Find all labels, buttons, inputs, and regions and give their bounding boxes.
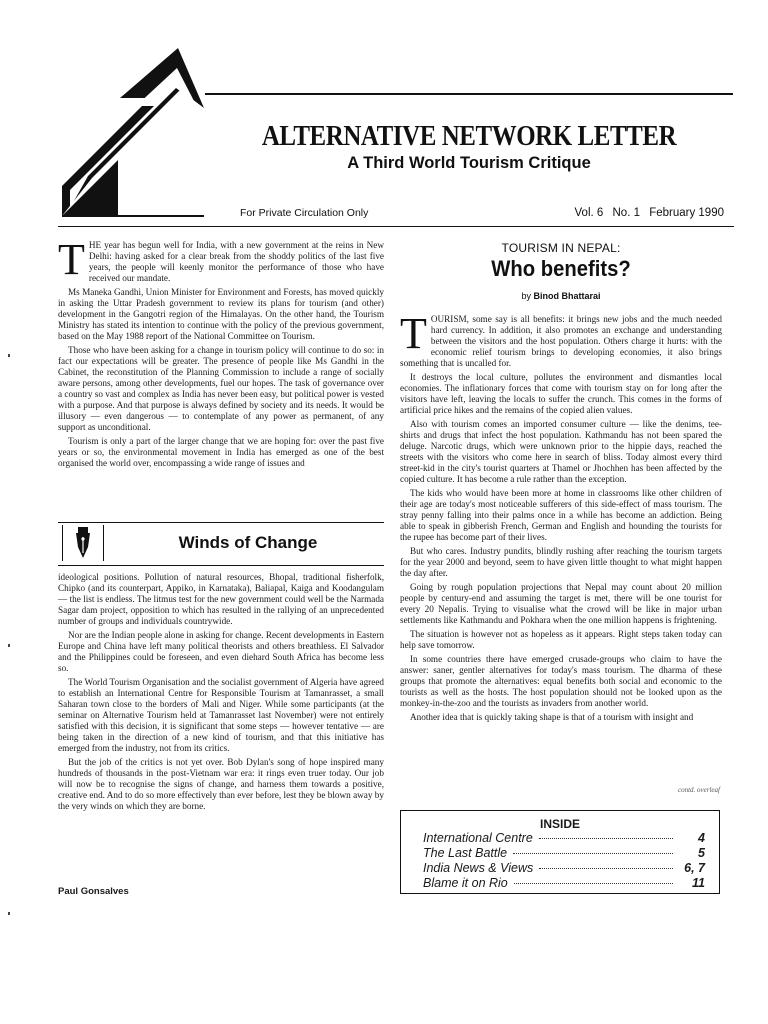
article-kicker: TOURISM IN NEPAL:	[501, 241, 621, 255]
contents-label: Blame it on Rio	[423, 876, 508, 890]
contents-item[interactable]	[423, 876, 705, 891]
byline-prefix: by	[521, 291, 531, 301]
editorial-paragraph: But the job of the critics is not yet over. Bob Dylan's song of hope inspired many hundreds of thousands in the post-Vietnam war era: it rings even truer today. Our job will now be to recognise the signs of change, and harness them towards a positive, creative end. And to do so more effectively than ever before, lest they be blown away by the very winds on which they are borne.	[58, 757, 384, 811]
inside-title: INSIDE	[539, 817, 580, 831]
article-paragraph: TOURISM, some say is all benefits: it brings new jobs and the much needed hard currency. In addition, it also promotes an exchange and understanding between the visitors and the host population. Others charge it hurts: with the economic relief tourism brings to developing economies, it also brings something that is uncalled for.	[400, 309, 722, 368]
leader-dots	[513, 853, 673, 854]
article-paragraph: But who cares. Industry pundits, blindly rushing after reaching the tourism targets for the year 2000 and beyond, seem to have given little thought to what might happen the day after.	[400, 546, 722, 578]
scan-speck	[8, 644, 10, 647]
header-rule	[58, 226, 734, 227]
article-paragraph: Another idea that is quickly taking shape is that of a tourism with insight and	[410, 712, 694, 722]
editorial-bottom	[58, 572, 384, 815]
drop-cap: T	[58, 235, 85, 284]
scan-speck	[8, 354, 10, 357]
article-paragraph: Going by rough population projections that Nepal may count about 20 million people by century-end and assuming the target is met, there will be one tourist for every 20 Nepalis. Trying to visualise what the crowd will be like in major urban settlements like Kathmandu and Pokhara when the one million happens is frightening.	[400, 582, 722, 625]
editorial-paragraph: Tourism is only a part of the larger change that we are hoping for: over the past five years or so, the environmental movement in India has emerged as one of the best organised the world over, encompassing a wide range of issues and	[58, 436, 384, 468]
leader-dots	[539, 838, 673, 839]
continued-note: contd. overleaf	[678, 786, 720, 794]
contents-page: 6, 7	[684, 861, 705, 875]
editorial-paragraph: Nor are the Indian people alone in asking for change. Recent developments in Eastern Europe and China have left many political theorists and others breathless. El Salvador and the Philippines could be foreseen, and even diehard South Africa has become less so.	[58, 630, 384, 673]
masthead-rule	[205, 93, 733, 95]
article-body	[400, 309, 722, 726]
article-paragraph: The kids who would have been more at home in classrooms like other children of their age are today's most noticeable sufferers of this side-effect of mass tourism. The stray penny falling into their palms once in a while has become an addiction. Being able to speak in gibberish French, German and English and hounding the tourists for the rupee has become part of their lives.	[400, 488, 722, 542]
newsletter-subtitle: A Third World Tourism Critique	[347, 154, 591, 172]
editorial-paragraph: The World Tourism Organisation and the socialist government of Algeria have agreed to establish an International Centre for Responsible Tourism at Tamanrasset, a small Saharan town close to the borders of Mali and Niger. While some participants (at the seminar on Alternative Tourism held at Tamanrasset last November) were not entirely satisfied with this decision, it is significant that some steps — however tentative — are being taken in the direction of a new kind of tourism, and that this initiative has emerged from the industry, not from its critics.	[58, 677, 384, 753]
pen-nib-icon	[62, 525, 104, 561]
contents-item[interactable]	[423, 831, 705, 846]
article-paragraph: It destroys the local culture, pollutes the environment and dismantles local economies. The inflationary forces that come with tourism stay on for long after the visitors have left, leaving the locals to suffer the crunch. This comes in the forms of artificial price hikes and the remains of the copied alien values.	[400, 372, 722, 415]
article-byline	[400, 291, 722, 301]
byline-author: Binod Bhattarai	[533, 291, 601, 301]
arrow-logo-icon	[58, 46, 208, 236]
contents-label: International Centre	[423, 831, 533, 845]
issue-number: No. 1	[612, 207, 640, 219]
contents-page: 5	[698, 846, 705, 860]
inside-contents-box	[400, 810, 720, 894]
editorial-paragraph: ideological positions. Pollution of natural resources, Bhopal, traditional fisherfolk, Chipko (and its counterpart, Appiko, in Karnataka), Baliapal, Kaiga and Koodangulam — the list is endless. The litmus test for the new government could well be the Narmada Sagar dam project, opposition to which has resulted in the rallying of an unprecedented number of groups and individuals countrywide.	[58, 572, 384, 626]
drop-cap: T	[400, 309, 427, 358]
article-paragraph: The situation is however not as hopeless as it appears. Right steps taken today can help save tomorrow.	[400, 629, 722, 650]
issue-info	[569, 207, 724, 219]
issue-volume: Vol. 6	[574, 207, 604, 219]
contents-page: 11	[692, 876, 705, 890]
contents-item[interactable]	[423, 846, 705, 861]
editorial-author: Paul Gonsalves	[58, 886, 129, 897]
section-title: Winds of Change	[178, 533, 318, 552]
leader-dots	[514, 883, 673, 884]
scan-speck	[8, 912, 10, 915]
contents-label: India News & Views	[423, 861, 534, 875]
contents-page: 4	[698, 831, 705, 845]
article-paragraph: Also with tourism comes an imported consumer culture — like the denims, tee-shirts and drugs that infect the host population. Kathmandu has not been spared the deluge. Narcotic drugs, which were unknown prior to the hippie days, reached the streets with the visitors who come here in search of bliss. Today almost every third street-kid in the city's tourist quarters at Thamel or Jhochhen has been affected by the copied culture. It has become a rule rather than the exception.	[400, 419, 722, 484]
editorial-paragraph: THE year has begun well for India, with a new government at the reins in New Delhi: having asked for a clear break from the shoddy politics of the last five years, the people will keenly monitor the performance of those who have received our mandate.	[58, 235, 384, 284]
contents-label: The Last Battle	[423, 846, 508, 860]
editorial-paragraph: Ms Maneka Gandhi, Union Minister for Environment and Forests, has moved quickly in asking the Uttar Pradesh government to review its plans for tourism (and other) development in the Gangotri region of the Himalayas. On the other hand, the Tourism Ministry has stated its intention to continue with the policy of the previous government, based on the May 1988 report of the National Committee on Tourism.	[58, 287, 384, 341]
circulation-note: For Private Circulation Only	[240, 207, 369, 219]
editorial-top	[58, 235, 384, 472]
leader-dots	[539, 868, 673, 869]
section-banner	[58, 522, 384, 566]
article-paragraph: In some countries there have emerged crusade-groups who claim to have the answer: saner, gentler alternatives for today's mass tourism. The dharma of these groups that promote the alternatives: equal benefits both social and economic to the tourists as well as the hosts. The host population should not be looked upon as the monkey-in-the-zoo and the tourists as invaders from another world.	[400, 654, 722, 708]
issue-date: February 1990	[649, 207, 724, 219]
article-headline: Who benefits?	[491, 256, 631, 281]
editorial-paragraph: Those who have been asking for a change in tourism policy will continue to do so: in fact our expectations will be greater. The presence of people like Ms Gandhi in the Cabinet, the reconstitution of the Planning Commission to include a range of socially aware persons, among other developments, fuel our hopes. The task of governance over a country so vast and complex as India has never been easy, but political power is vested with a purpose. And that purpose is always defined by society and its needs. It would be illusory — even dangerous — to contemplate of any power as permanent, of any support as unconditional.	[58, 345, 384, 432]
contents-item[interactable]	[423, 861, 705, 876]
newsletter-title: ALTERNATIVE NETWORK LETTER	[261, 120, 677, 152]
